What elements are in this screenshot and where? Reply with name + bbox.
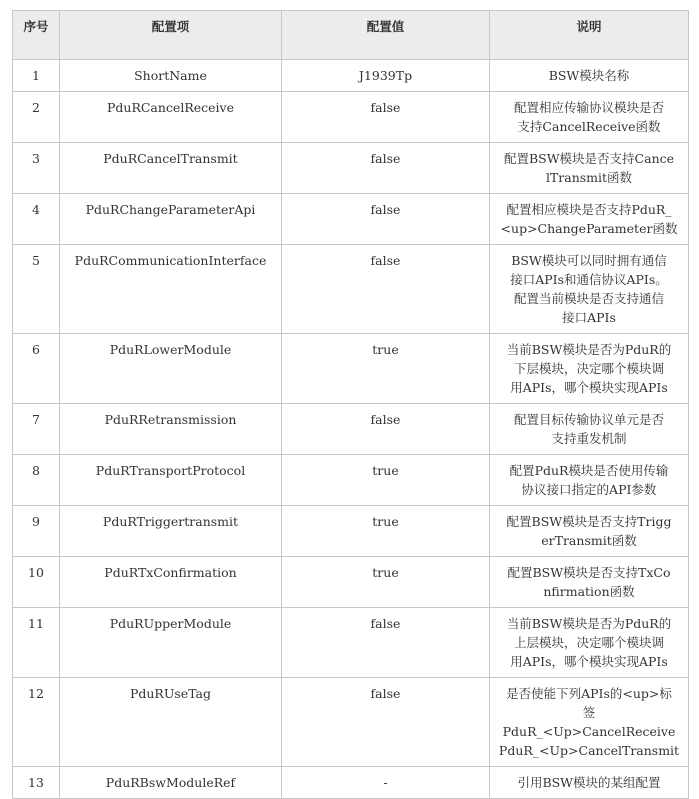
table-row <box>13 194 689 245</box>
cell-desc <box>490 608 689 678</box>
cell-item: PduRCancelTransmit <box>60 143 282 194</box>
cell-desc <box>490 334 689 404</box>
cell-value: true <box>282 334 490 404</box>
cell-item: PduRTriggertransmit <box>60 506 282 557</box>
desc-line: <up>ChangeParameter函数 <box>500 221 678 236</box>
cell-no: 11 <box>13 608 60 678</box>
cell-item: PduRLowerModule <box>60 334 282 404</box>
cell-no: 10 <box>13 557 60 608</box>
cell-no: 5 <box>13 245 60 334</box>
cell-value: false <box>282 608 490 678</box>
desc-line: erTransmit函数 <box>541 533 637 548</box>
header-item: 配置项 <box>60 11 282 60</box>
cell-desc <box>490 678 689 767</box>
table-row <box>13 506 689 557</box>
desc-line: 配置当前模块是否支持通信 <box>513 291 664 306</box>
table-row <box>13 404 689 455</box>
table-row <box>13 334 689 404</box>
cell-desc <box>490 455 689 506</box>
cell-desc <box>490 767 689 799</box>
cell-no: 1 <box>13 60 60 92</box>
cell-value: J1939Tp <box>282 60 490 92</box>
header-value: 配置值 <box>282 11 490 60</box>
table-row <box>13 60 689 92</box>
desc-line: 配置BSW模块是否支持Trigg <box>506 514 672 529</box>
table-row <box>13 455 689 506</box>
desc-line: lTransmit函数 <box>545 170 633 185</box>
cell-item: PduRUseTag <box>60 678 282 767</box>
cell-item: PduRCommunicationInterface <box>60 245 282 334</box>
desc-line: 当前BSW模块是否为PduR的 <box>506 616 672 631</box>
cell-value: - <box>282 767 490 799</box>
table-row <box>13 767 689 799</box>
cell-no: 6 <box>13 334 60 404</box>
cell-value: true <box>282 455 490 506</box>
desc-line: 签 <box>582 705 596 720</box>
cell-no: 9 <box>13 506 60 557</box>
header-no: 序号 <box>13 11 60 60</box>
desc-line: 支持CancelReceive函数 <box>517 119 661 134</box>
desc-line: 支持重发机制 <box>551 431 627 446</box>
cell-item: PduRBswModuleRef <box>60 767 282 799</box>
cell-item: PduRRetransmission <box>60 404 282 455</box>
table-row <box>13 143 689 194</box>
desc-line: 用APIs，哪个模块实现APIs <box>510 380 668 395</box>
cell-desc <box>490 506 689 557</box>
table-row <box>13 608 689 678</box>
desc-line: 配置相应模块是否支持PduR_ <box>506 202 672 217</box>
cell-value: false <box>282 678 490 767</box>
cell-value: false <box>282 404 490 455</box>
cell-no: 13 <box>13 767 60 799</box>
desc-line: 配置目标传输协议单元是否 <box>513 412 664 427</box>
cell-value: true <box>282 506 490 557</box>
cell-desc <box>490 404 689 455</box>
desc-line: 配置BSW模块是否支持Cance <box>503 151 675 166</box>
table-row <box>13 678 689 767</box>
header-desc: 说明 <box>490 11 689 60</box>
cell-value: true <box>282 557 490 608</box>
desc-line: 下层模块，决定哪个模块调 <box>513 361 664 376</box>
cell-no: 8 <box>13 455 60 506</box>
desc-line: 接口APIs和通信协议APIs。 <box>510 272 668 287</box>
desc-line: PduR_<Up>CancelReceive <box>502 724 676 739</box>
cell-desc <box>490 143 689 194</box>
cell-item: PduRUpperModule <box>60 608 282 678</box>
desc-line: 配置PduR模块是否使用传输 <box>509 463 669 478</box>
desc-line: PduR_<Up>CancelTransmit <box>498 743 680 758</box>
table-header <box>13 11 689 60</box>
cell-desc <box>490 194 689 245</box>
desc-line: 接口APIs <box>562 310 616 325</box>
cell-item: PduRCancelReceive <box>60 92 282 143</box>
table-row <box>13 245 689 334</box>
desc-line: 引用BSW模块的某组配置 <box>517 775 661 790</box>
cell-item: ShortName <box>60 60 282 92</box>
cell-item: PduRChangeParameterApi <box>60 194 282 245</box>
cell-desc <box>490 245 689 334</box>
config-table <box>12 10 689 799</box>
table-row <box>13 92 689 143</box>
cell-no: 12 <box>13 678 60 767</box>
cell-no: 2 <box>13 92 60 143</box>
cell-desc <box>490 92 689 143</box>
desc-line: 用APIs，哪个模块实现APIs <box>510 654 668 669</box>
cell-item: PduRTxConfirmation <box>60 557 282 608</box>
desc-line: 是否使能下列APIs的<up>标 <box>506 686 672 701</box>
desc-line: nfirmation函数 <box>543 584 635 599</box>
cell-no: 7 <box>13 404 60 455</box>
desc-line: 当前BSW模块是否为PduR的 <box>506 342 672 357</box>
cell-desc <box>490 60 689 92</box>
cell-value: false <box>282 143 490 194</box>
cell-value: false <box>282 194 490 245</box>
cell-no: 3 <box>13 143 60 194</box>
cell-item: PduRTransportProtocol <box>60 455 282 506</box>
cell-no: 4 <box>13 194 60 245</box>
desc-line: 协议接口指定的API参数 <box>521 482 657 497</box>
cell-value: false <box>282 92 490 143</box>
desc-line: 配置相应传输协议模块是否 <box>513 100 664 115</box>
desc-line: BSW模块名称 <box>548 68 630 83</box>
desc-line: BSW模块可以同时拥有通信 <box>511 253 667 268</box>
desc-line: 配置BSW模块是否支持TxCo <box>507 565 671 580</box>
header-row <box>13 11 689 60</box>
cell-desc <box>490 557 689 608</box>
table-body <box>13 60 689 799</box>
table-row <box>13 557 689 608</box>
desc-line: 上层模块，决定哪个模块调 <box>513 635 664 650</box>
cell-value: false <box>282 245 490 334</box>
